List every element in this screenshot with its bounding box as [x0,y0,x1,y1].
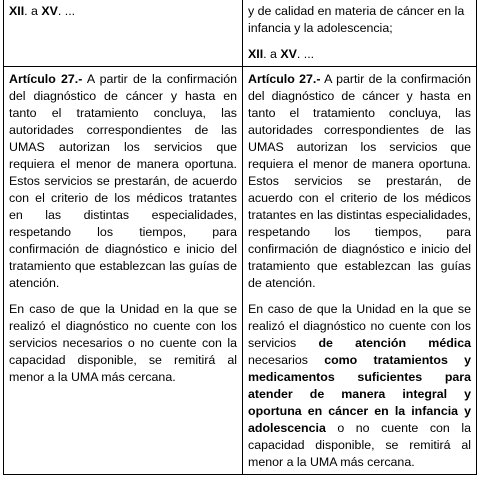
article-paragraph: Artículo 27.- A partir de la confirmación del diagnóstico de cáncer y hasta en tanto el tratamiento concluya, las autoridades correspondientes de las UMAS autorizan los servicios que requiera el menor de manera oportuna. Estos servicios se prestarán, de acuerdo con el criterio de los médicos tratantes en las distintas especialidades, respetando los tiempos, para confirmación de diagnóstico e inicio del tratamiento que establezcan las guías de atención. [248,72,471,290]
table-row [4,0,477,67]
roman-numeral: XV [280,47,297,61]
table-cell-proposed [243,0,477,67]
roman-numeral: XII [248,47,264,61]
article-paragraph: Artículo 27.- A partir de la confirmación del diagnóstico de cáncer y hasta en tanto el tratamiento concluya, las autoridades correspondientes de las UMAS autorizan los servicios que requiera el menor de manera oportuna. Estos servicios se prestarán, de acuerdo con el criterio de los médicos tratantes en las distintas especialidades, respetando los tiempos, para confirmación de diagnóstico e inicio del tratamiento que establezcan las guías de atención. [9,72,237,290]
table-cell-proposed [243,67,477,475]
article-label: Artículo 27.- [248,72,321,86]
roman-numeral: XII [9,4,25,18]
article-paragraph: En caso de que la Unidad en la que se realizó el diagnóstico no cuente con los servicios necesarios o no cuente con la capacidad disponible, se remitirá al menor a la UMA más cercana. [9,302,237,384]
added-text: como tratamientos y medicamentos suficientes para atender de manera integral y oportuna en cáncer en la infancia y adolescencia [248,353,471,435]
fraction-range-line: XII. a XV. ... [248,47,315,61]
table-cell-current [4,67,243,475]
added-text: de atención médica [318,336,472,350]
fraction-range-line: XII. a XV. ... [9,4,76,18]
roman-numeral: XV [41,4,58,18]
article-paragraph: En caso de que la Unidad en la que se realizó el diagnóstico no cuente con los servicios de atención médica necesarios como tratamientos y medicamentos suficientes para atender de manera integral y oportuna en cáncer en la infancia y adolescencia o no cuente con la capacidad disponible, se remitirá al menor a la UMA más cercana. [248,302,472,469]
table-row [4,67,477,475]
comparison-table [3,0,477,475]
article-label: Artículo 27.- [9,72,83,86]
table-cell-current [4,0,243,67]
continuation-text: y de calidad en materia de cáncer en la infancia y la adolescencia; [248,4,465,35]
